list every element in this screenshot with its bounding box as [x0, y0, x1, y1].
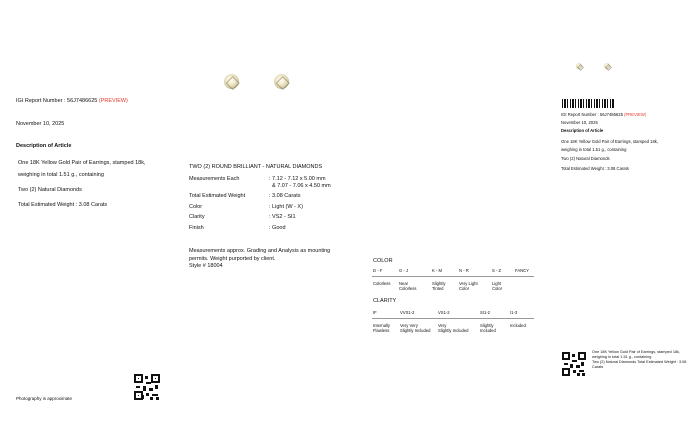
clarity-scale-divider	[372, 318, 534, 319]
clarity-desc: Internally Flawless	[373, 323, 390, 334]
article-line-1: One 18K Yellow Gold Pair of Earrings, stamped 18k,	[18, 160, 146, 166]
mini-report-number: IGI Report Number : 56J7486625	[561, 112, 623, 117]
clarity-desc: Very Very Slightly Included	[400, 323, 431, 334]
qr-code-icon	[134, 374, 160, 400]
report-number: IGI Report Number : 56J7486625	[16, 98, 98, 104]
clarity-desc: Slightly Included	[480, 323, 496, 334]
mini-description-heading: Description of Article	[561, 128, 604, 133]
report-date: November 10, 2025	[16, 121, 65, 127]
color-desc: Light Color	[492, 281, 503, 292]
mini-diamond-photo-right	[604, 63, 610, 69]
color-desc: Colorless	[373, 281, 391, 286]
clarity-grade: IF	[373, 310, 377, 315]
mini-report-number-line	[561, 112, 646, 117]
diamond-photo-left	[224, 74, 239, 89]
style-number: Style # 18004	[189, 263, 223, 269]
detail-label-clarity: Clarity	[189, 214, 205, 220]
diamond-details-heading: TWO (2) ROUND BRILLIANT - NATURAL DIAMONDS	[189, 164, 323, 170]
mini-bottom-line-3: Two (2) Natural Diamonds Total Estimated Weight : 3.08	[592, 359, 687, 364]
mini-preview-badge: (PREVIEW)	[624, 112, 647, 117]
color-grade: D - F	[373, 268, 383, 273]
clarity-grade: I1-3	[510, 310, 518, 315]
preview-badge: (PREVIEW)	[98, 98, 128, 104]
color-scale-divider	[372, 276, 534, 277]
mini-qr-code-icon	[562, 352, 586, 376]
detail-value-color: : Light (W - X)	[269, 204, 303, 210]
mini-article-line-1: One 18K Yellow Gold Pair of Earrings, stamped 18k,	[561, 139, 659, 144]
color-grade: G - J	[399, 268, 409, 273]
grading-note-line-1: Measurements approx. Grading and Analysis as mounting	[189, 248, 331, 254]
clarity-grade: VS1-2	[438, 310, 450, 315]
color-desc: Near Colorless	[399, 281, 417, 292]
color-grade: N - R	[459, 268, 469, 273]
color-desc: Very Light Color	[459, 281, 478, 292]
photography-note: Photography is approximate	[16, 396, 73, 401]
barcode-icon	[562, 99, 614, 108]
natural-diamonds-line: Two (2) Natural Diamonds	[18, 187, 82, 193]
color-grade: K - M	[432, 268, 443, 273]
mini-bottom-text	[592, 350, 686, 370]
mini-bottom-line-4: Carats	[592, 364, 604, 369]
clarity-desc: Included	[510, 323, 526, 328]
total-weight-line: Total Estimated Weight : 3.08 Carats	[18, 202, 108, 208]
clarity-grade: VVS1-2	[400, 310, 415, 315]
detail-value-clarity: : VS2 - SI1	[269, 214, 296, 220]
clarity-scale-title: CLARITY	[373, 298, 397, 304]
color-scale-title: COLOR	[373, 258, 393, 264]
color-grade: FANCY	[515, 268, 529, 273]
detail-value-finish: : Good	[269, 225, 286, 231]
mini-bottom-line-2: weighing in total 1.51 g., containing	[592, 354, 652, 359]
mini-natural-diamonds-line: Two (2) Natural Diamonds	[561, 156, 610, 161]
detail-label-measurements: Measurements Each	[189, 176, 240, 182]
description-heading: Description of Article	[16, 143, 72, 149]
clarity-desc: Very Slightly Included	[438, 323, 469, 334]
detail-label-weight: Total Estimated Weight	[189, 193, 246, 199]
mini-diamond-photo-left	[576, 63, 582, 69]
detail-label-color: Color	[189, 204, 203, 210]
report-number-line	[16, 98, 128, 105]
clarity-grade: SI1-2	[480, 310, 491, 315]
detail-label-finish: Finish	[189, 225, 204, 231]
article-line-2: weighing in total 1.51 g., containing	[18, 172, 104, 178]
color-desc: Slightly Tinted	[432, 281, 446, 292]
diamond-photo-right	[274, 74, 289, 89]
detail-value-weight: : 3.08 Carats	[269, 193, 301, 199]
mini-article-line-2: weighing in total 1.51 g., containing	[561, 147, 627, 152]
color-grade: S - Z	[492, 268, 502, 273]
mini-total-weight-line: Total Estimated Weight : 3.08 Carats	[561, 166, 629, 171]
mini-report-date: November 10, 2025	[561, 120, 598, 125]
mini-bottom-line-1: One 18K Yellow Gold Pair of Earrings, stamped 18k,	[592, 350, 681, 354]
detail-value-measurements-2: & 7.07 - 7.06 x 4.50 mm	[272, 183, 331, 189]
detail-value-measurements: : 7.12 - 7.12 x 5.00 mm	[269, 176, 326, 182]
grading-note-line-2: permits. Weight purported by client.	[189, 256, 276, 262]
